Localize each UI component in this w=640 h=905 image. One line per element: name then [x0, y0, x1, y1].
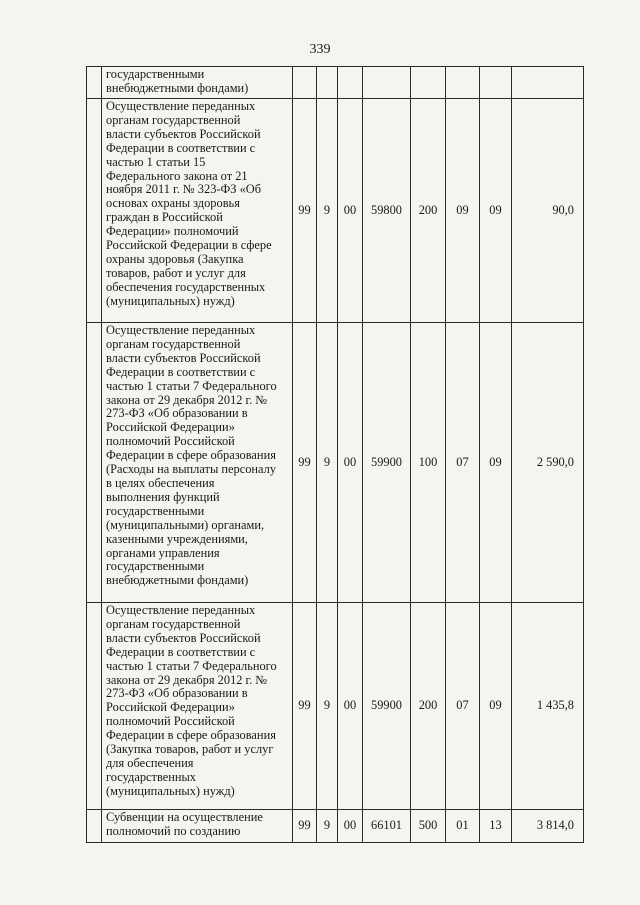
code-cell [363, 67, 411, 99]
code-cell: 99 [293, 603, 317, 810]
code-cell: 9 [317, 323, 338, 603]
code-cell: 200 [411, 603, 446, 810]
description-cell: Осуществление переданных органам государственной власти субъектов Российской Федерации в соответствии с частью 1 статьи 7 Федерального закона от 29 декабря 2012 г. № 273-ФЗ «Об образовании в Российской Федерации» полномочий Российской Федерации в сфере образования (Закупка товаров, работ и услуг для обеспечения государственных (муниципальных) нужд) [102, 603, 293, 810]
amount-cell: 3 814,0 [512, 810, 584, 843]
code-cell [317, 67, 338, 99]
code-cell: 07 [446, 323, 480, 603]
code-cell: 09 [446, 99, 480, 323]
amount-cell: 2 590,0 [512, 323, 584, 603]
code-cell: 00 [338, 99, 363, 323]
code-cell: 66101 [363, 810, 411, 843]
amount-cell: 90,0 [512, 99, 584, 323]
code-cell: 13 [480, 810, 512, 843]
code-cell: 00 [338, 603, 363, 810]
code-cell: 09 [480, 99, 512, 323]
description-cell: государственными внебюджетными фондами) [102, 67, 293, 99]
code-cell [338, 67, 363, 99]
table-row [87, 67, 584, 99]
description-cell: Осуществление переданных органам государственной власти субъектов Российской Федерации в соответствии с частью 1 статьи 15 Федерального закона от 21 ноября 2011 г. № 323-ФЗ «Об основах охраны здоровья граждан в Российской Федерации» полномочий Российской Федерации в сфере охраны здоровья (Закупка товаров, работ и услуг для обеспечения государственных (муниципальных) нужд) [102, 99, 293, 323]
index-cell [87, 603, 102, 810]
table-row [87, 99, 584, 323]
code-cell: 500 [411, 810, 446, 843]
code-cell: 9 [317, 99, 338, 323]
code-cell [480, 67, 512, 99]
description-cell: Осуществление переданных органам государственной власти субъектов Российской Федерации в соответствии с частью 1 статьи 7 Федерального закона от 29 декабря 2012 г. № 273-ФЗ «Об образовании в Российской Федерации» полномочий Российской Федерации в сфере образования (Расходы на выплаты персоналу в целях обеспечения выполнения функций государственными (муниципальными) органами, казенными учреждениями, органами управления государственными внебюджетными фондами) [102, 323, 293, 603]
page-number: 339 [309, 42, 331, 57]
code-cell: 99 [293, 323, 317, 603]
code-cell: 99 [293, 810, 317, 843]
code-cell: 09 [480, 323, 512, 603]
code-cell: 01 [446, 810, 480, 843]
table-row [87, 323, 584, 603]
index-cell [87, 323, 102, 603]
code-cell: 59900 [363, 603, 411, 810]
index-cell [87, 99, 102, 323]
code-cell: 00 [338, 810, 363, 843]
description-cell: Субвенции на осуществление полномочий по созданию [102, 810, 293, 843]
index-cell [87, 810, 102, 843]
code-cell: 59900 [363, 323, 411, 603]
code-cell [411, 67, 446, 99]
code-cell: 09 [480, 603, 512, 810]
code-cell: 9 [317, 603, 338, 810]
code-cell: 07 [446, 603, 480, 810]
code-cell: 100 [411, 323, 446, 603]
amount-cell: 1 435,8 [512, 603, 584, 810]
code-cell [293, 67, 317, 99]
code-cell: 59800 [363, 99, 411, 323]
table-row [87, 810, 584, 843]
index-cell [87, 67, 102, 99]
code-cell [446, 67, 480, 99]
amount-cell [512, 67, 584, 99]
budget-table [86, 66, 584, 843]
code-cell: 00 [338, 323, 363, 603]
code-cell: 200 [411, 99, 446, 323]
code-cell: 99 [293, 99, 317, 323]
code-cell: 9 [317, 810, 338, 843]
table-row [87, 603, 584, 810]
